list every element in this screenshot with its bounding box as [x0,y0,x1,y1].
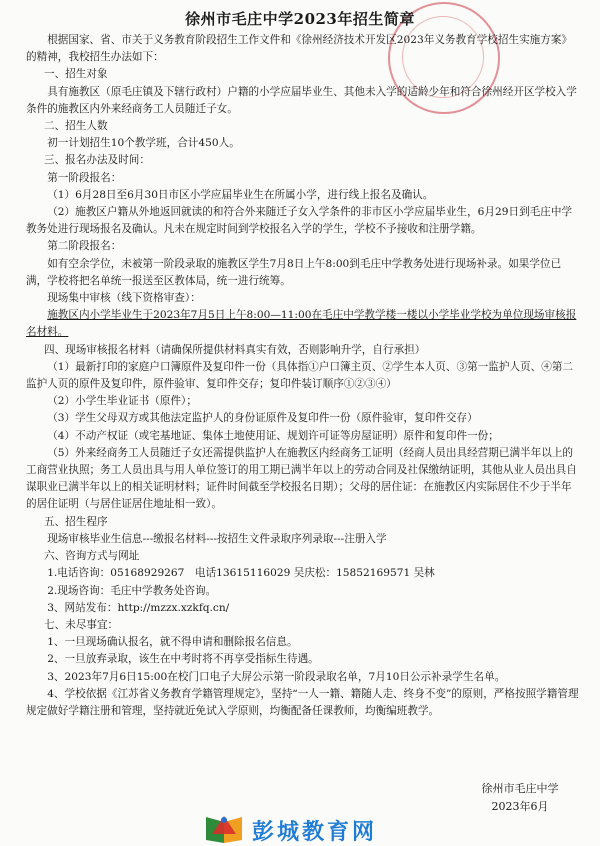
section-2-heading: 二、招生人数 [44,120,108,133]
contact-phone: 1.电话咨询：05168929267 电话13615116029 吴庆松：15852169571 吴林 [47,567,435,580]
signature-date: 2023年6月 [491,800,549,813]
section-1-body: 具有施教区（原毛庄镇及下辖行政村）户籍的小学应届毕业生、其他未入学的适龄少年和符合徐州经开区学校入学条件的施教区内外来经商务工人员随迁子女。 [26,85,577,115]
misc-item-4: 4、学校依据《江苏省义务教育学籍管理规定》，坚持“一人一籍、籍随人走、终身不变”的原则，严格按照学籍管理规定做好学籍注册和管理，坚持就近免试入学原则，均衡配备任课教师，均衡编班教学。 [26,687,579,717]
stage-2-label: 第二阶段报名： [47,240,122,253]
review-label: 现场集中审核（线下资格审查）： [47,292,201,305]
material-item-1: （1）最新打印的家庭户口簿原件及复印件一份（具体指①户口簿主页、②学生本人页、③第一监护人页、④第二监护人页的原件及复印件，原件验审、复印件交存；复印件装订顺序①②③④） [26,360,574,391]
material-item-3: （3）学生父母双方或其他法定监护人的身份证原件及复印件一份（原件验审，复印件交存） [47,412,478,425]
stage-1-item-2: （2）施教区户籍从外地返回就读的和符合外来随迁子女入学条件的非市区小学应届毕业生，6月29日到毛庄中学教务处进行现场报名及确认。凡未在规定时间到学校报名入学的学生，学校不予接收和注册学籍。 [26,206,573,236]
section-7-heading: 七、未尽事宜： [44,618,119,631]
misc-item-2: 2、一旦放弃录取，该生在中考时将不再享受指标生待遇。 [47,653,319,666]
page-title: 徐州市毛庄中学2023年招生简章 [185,10,415,28]
section-5-body: 现场审核毕业生信息---缴报名材料---按招生文件录取序列录取---注册入学 [47,532,387,545]
contact-onsite: 2.现场咨询：毛庄中学教务处咨询。 [47,584,217,597]
open-book-icon [202,814,246,844]
section-4-heading: 四、现场审核报名材料（请确保所提供材料真实有效，否则影响升学，自行承担） [44,343,426,356]
section-5-heading: 五、招生程序 [44,515,108,528]
signature-organization: 徐州市毛庄中学 [481,782,559,795]
material-item-4: （4）不动产权证（或宅基地证、集体土地使用证、规划许可证等房屋证明）原件和复印件一份； [47,429,499,442]
document-body [26,32,582,720]
material-item-5: （5）外来经商务工人员随迁子女还需提供监护人在施教区内经商务工证明（经商人员出具经营期已满半年以上的工商营业执照；务工人员出具与用人单位签订的用工期已满半年以上的劳动合同及社保缴纳证明，其他从业人员出具自谋职业已满半年以上的相关证明材料；证件时间截至学校报名日期）；父母的居住证：在施教区内实际居住不少于半年的居住证明（与居住证居住地址相一致）。 [26,446,577,511]
signature-block [460,780,580,816]
stage-1-label: 第一阶段报名： [47,171,122,184]
section-6-heading: 六、咨询方式与网址 [44,550,140,563]
review-body: 施教区内小学毕业生于2023年7月5日上午8:00—11:00在毛庄中学教学楼一楼以小学毕业学校为单位现场审核报名材料。 [26,309,577,339]
site-brand-name: 彭城教育网 [252,820,378,845]
section-2-body: 初一计划招生10个教学班，合计450人。 [47,137,240,150]
misc-item-3: 3、2023年7月6日15:00在校门口电子大屏公示第一阶段录取名单，7月10日公示补录学生名单。 [47,670,506,683]
material-item-2: （2）小学生毕业证书（原件）； [47,395,197,408]
misc-item-1: 1、一旦现场确认报名，就不得申请和删除报名信息。 [47,636,298,649]
section-3-heading: 三、报名办法及时间： [44,154,150,167]
contact-website: 3、网站发布：http://mzzx.xzkfq.cn/ [47,601,230,614]
stage-1-item-1: （1）6月28日至6月30日市区小学应届毕业生在所属小学，进行线上报名及确认。 [47,188,434,201]
site-watermark-logo [200,812,420,846]
stage-2-body: 如有空余学位，未被第一阶段录取的施教区学生7月8日上午8:00到毛庄中学教务处进行现场补录。如果学位已满，学校将把名单统一报送至区教体局，统一进行统筹。 [26,257,562,287]
section-1-heading: 一、招生对象 [44,68,108,81]
intro-paragraph: 根据国家、省、市关于义务教育阶段招生工作文件和《徐州经济技术开发区2023年义务教育学校招生实施方案》的精神，我校招生办法如下： [26,34,573,64]
